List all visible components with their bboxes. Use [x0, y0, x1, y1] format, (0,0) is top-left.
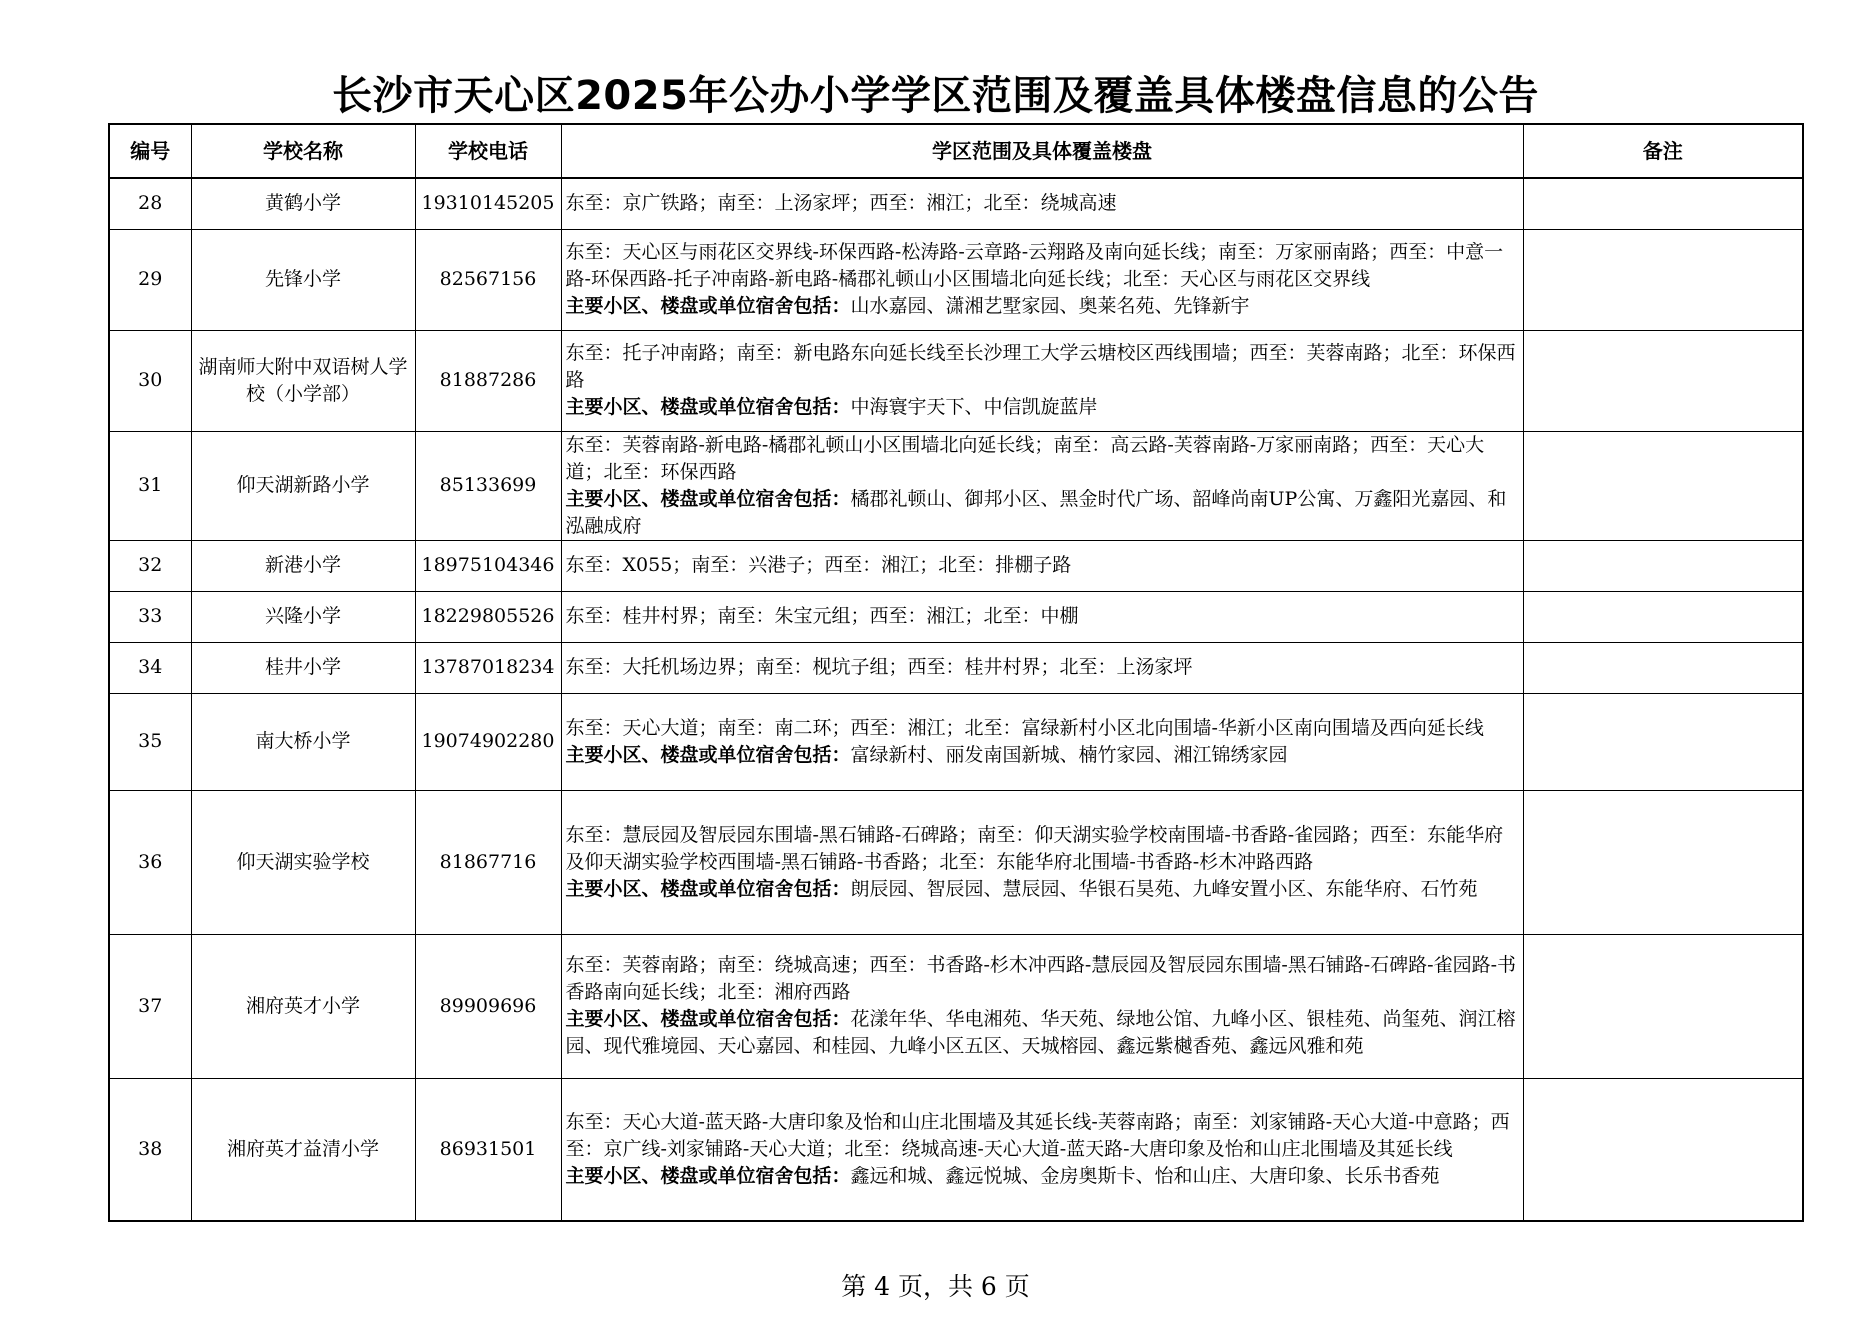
row-school-name: 新港小学 — [191, 540, 415, 591]
row-number: 30 — [109, 330, 191, 431]
row-school-name: 先锋小学 — [191, 229, 415, 330]
header-school-name: 学校名称 — [191, 124, 415, 178]
estates-list: 富绿新村、丽发南国新城、楠竹家园、湘江锦绣家园 — [850, 743, 1288, 766]
header-school-phone: 学校电话 — [415, 124, 561, 178]
row-district-scope — [561, 642, 1523, 693]
row-school-phone: 89909696 — [415, 934, 561, 1078]
estates-label: 主要小区、楼盘或单位宿舍包括： — [565, 487, 851, 510]
row-number: 33 — [109, 591, 191, 642]
page-footer: 第 4 页，共 6 页 — [841, 1272, 1030, 1301]
district-boundary: 东至：桂井村界；南至：朱宝元组；西至：湘江；北至：中棚 — [565, 605, 1079, 627]
row-school-phone: 19310145205 — [415, 178, 561, 229]
table-row — [109, 591, 1803, 642]
row-remark — [1523, 1078, 1803, 1221]
estates-list: 鑫远和城、鑫远悦城、金房奥斯卡、怡和山庄、大唐印象、长乐书香苑 — [850, 1164, 1440, 1187]
row-school-phone: 18229805526 — [415, 591, 561, 642]
row-number: 32 — [109, 540, 191, 591]
row-number: 38 — [109, 1078, 191, 1221]
row-district-scope — [561, 540, 1523, 591]
table-row — [109, 330, 1803, 431]
row-school-name: 南大桥小学 — [191, 693, 415, 790]
row-remark — [1523, 229, 1803, 330]
district-boundary: 东至：天心区与雨花区交界线-环保西路-松涛路-云章路-云翔路及南向延长线；南至：万家丽南路；西至：中意一路-环保西路-托子冲南路-新电路-橘郡礼顿山小区围墙北向延长线；北至：天心区与雨花区交界线 — [565, 241, 1504, 290]
row-number: 29 — [109, 229, 191, 330]
table-row — [109, 229, 1803, 330]
estates-list: 中海寰宇天下、中信凯旋蓝岸 — [850, 396, 1098, 418]
row-remark — [1523, 790, 1803, 934]
table-row — [109, 178, 1803, 229]
estates-list: 橘郡礼顿山、御邦小区、黑金时代广场、韶峰尚南UP公寓、万鑫阳光嘉园、和泓融成府 — [565, 487, 1507, 537]
row-school-phone: 81887286 — [415, 330, 561, 431]
header-remark: 备注 — [1523, 124, 1803, 178]
header-district-scope: 学区范围及具体覆盖楼盘 — [561, 124, 1523, 178]
row-school-phone: 86931501 — [415, 1078, 561, 1221]
row-number: 36 — [109, 790, 191, 934]
table-row — [109, 693, 1803, 790]
row-district-scope — [561, 1078, 1523, 1221]
row-school-name: 湘府英才小学 — [191, 934, 415, 1078]
district-boundary: 东至：托子冲南路；南至：新电路东向延长线至长沙理工大学云塘校区西线围墙；西至：芙蓉南路；北至：环保西路 — [565, 342, 1516, 391]
district-boundary: 东至：天心大道-蓝天路-大唐印象及怡和山庄北围墙及其延长线-芙蓉南路；南至：刘家铺路-天心大道-中意路；西至：京广线-刘家铺路-天心大道；北至：绕城高速-天心大道-蓝天路-大唐印象及怡和山庄北围墙及其延长线 — [565, 1110, 1510, 1160]
district-boundary: 东至：芙蓉南路-新电路-橘郡礼顿山小区围墙北向延长线；南至：高云路-芙蓉南路-万家丽南路；西至：天心大道；北至：环保西路 — [565, 433, 1485, 483]
table-row — [109, 431, 1803, 540]
estates-list: 山水嘉园、潇湘艺墅家园、奥莱名苑、先锋新宇 — [850, 295, 1250, 317]
table-row — [109, 540, 1803, 591]
row-district-scope — [561, 431, 1523, 540]
table-row — [109, 790, 1803, 934]
header-number: 编号 — [109, 124, 191, 178]
row-number: 31 — [109, 431, 191, 540]
row-school-name: 桂井小学 — [191, 642, 415, 693]
row-school-phone: 82567156 — [415, 229, 561, 330]
row-number: 28 — [109, 178, 191, 229]
row-district-scope — [561, 178, 1523, 229]
row-number: 34 — [109, 642, 191, 693]
row-remark — [1523, 591, 1803, 642]
estates-list: 花漾年华、华电湘苑、华天苑、绿地公馆、九峰小区、银桂苑、尚玺苑、润江榕园、现代雅境园、天心嘉园、和桂园、九峰小区五区、天城榕园、鑫远紫樾香苑、鑫远风雅和苑 — [565, 1008, 1516, 1057]
estates-label: 主要小区、楼盘或单位宿舍包括： — [565, 877, 851, 900]
row-district-scope — [561, 934, 1523, 1078]
row-district-scope — [561, 591, 1523, 642]
row-school-phone: 18975104346 — [415, 540, 561, 591]
table-row — [109, 1078, 1803, 1221]
row-remark — [1523, 178, 1803, 229]
row-school-name: 湘府英才益清小学 — [191, 1078, 415, 1221]
estates-list: 朗辰园、智辰园、慧辰园、华银石昊苑、九峰安置小区、东能华府、石竹苑 — [850, 877, 1478, 900]
row-school-phone: 13787018234 — [415, 642, 561, 693]
row-school-name: 兴隆小学 — [191, 591, 415, 642]
row-remark — [1523, 431, 1803, 540]
row-school-name: 湖南师大附中双语树人学校（小学部） — [191, 330, 415, 431]
district-boundary: 东至：慧辰园及智辰园东围墙-黑石铺路-石碑路；南至：仰天湖实验学校南围墙-书香路-雀园路；西至：东能华府及仰天湖实验学校西围墙-黑石铺路-书香路；北至：东能华府北围墙-书香路-杉木冲路西路 — [565, 823, 1504, 873]
row-district-scope — [561, 229, 1523, 330]
row-school-name: 仰天湖实验学校 — [191, 790, 415, 934]
estates-label: 主要小区、楼盘或单位宿舍包括： — [565, 396, 851, 418]
row-remark — [1523, 540, 1803, 591]
estates-label: 主要小区、楼盘或单位宿舍包括： — [565, 1164, 851, 1187]
row-school-phone: 81867716 — [415, 790, 561, 934]
row-school-phone: 85133699 — [415, 431, 561, 540]
row-remark — [1523, 642, 1803, 693]
page-title: 长沙市天心区2025年公办小学学区范围及覆盖具体楼盘信息的公告 — [332, 73, 1539, 119]
table-row — [109, 934, 1803, 1078]
estates-label: 主要小区、楼盘或单位宿舍包括： — [565, 295, 851, 317]
estates-label: 主要小区、楼盘或单位宿舍包括： — [565, 1008, 851, 1030]
school-district-table — [108, 123, 1804, 1222]
row-number: 35 — [109, 693, 191, 790]
table-header-row — [109, 124, 1803, 178]
table-row — [109, 642, 1803, 693]
row-remark — [1523, 330, 1803, 431]
district-boundary: 东至：X055；南至：兴港子；西至：湘江；北至：排棚子路 — [565, 554, 1072, 576]
row-school-phone: 19074902280 — [415, 693, 561, 790]
row-district-scope — [561, 693, 1523, 790]
row-school-name: 黄鹤小学 — [191, 178, 415, 229]
district-boundary: 东至：京广铁路；南至：上汤家坪；西至：湘江；北至：绕城高速 — [565, 192, 1117, 215]
row-remark — [1523, 693, 1803, 790]
row-district-scope — [561, 790, 1523, 934]
estates-label: 主要小区、楼盘或单位宿舍包括： — [565, 743, 851, 766]
district-boundary: 东至：大托机场边界；南至：枧坑子组；西至：桂井村界；北至：上汤家坪 — [565, 656, 1193, 678]
row-district-scope — [561, 330, 1523, 431]
row-remark — [1523, 934, 1803, 1078]
district-boundary: 东至：天心大道；南至：南二环；西至：湘江；北至：富绿新村小区北向围墙-华新小区南向围墙及西向延长线 — [565, 716, 1484, 739]
row-number: 37 — [109, 934, 191, 1078]
district-boundary: 东至：芙蓉南路；南至：绕城高速；西至：书香路-杉木冲西路-慧辰园及智辰园东围墙-黑石铺路-石碑路-雀园路-书香路南向延长线；北至：湘府西路 — [565, 954, 1517, 1003]
row-school-name: 仰天湖新路小学 — [191, 431, 415, 540]
